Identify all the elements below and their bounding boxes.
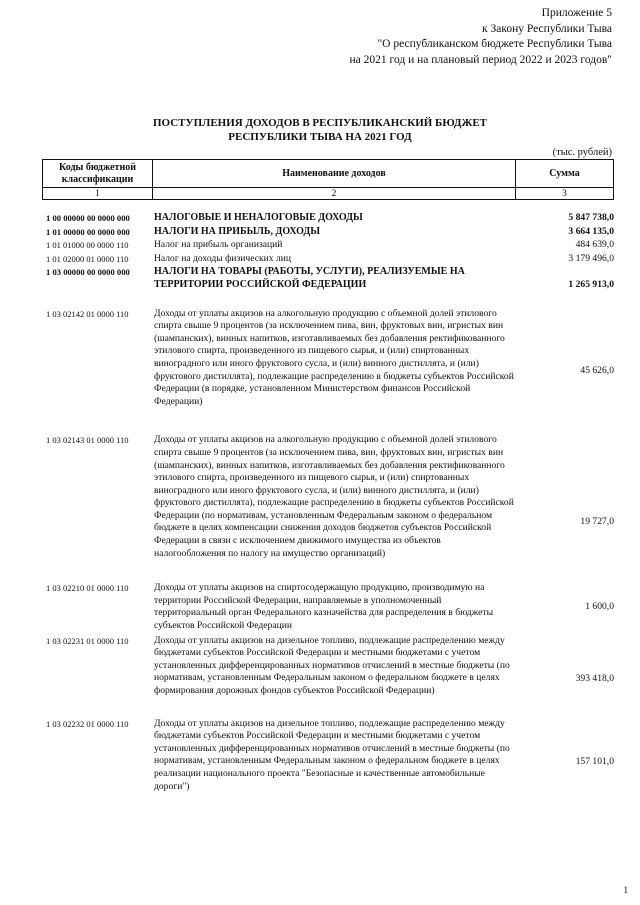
row-amount: 3 179 496,0: [568, 252, 614, 264]
title-line-1: ПОСТУПЛЕНИЯ ДОХОДОВ В РЕСПУБЛИКАНСКИЙ БЮДЖЕТ: [152, 117, 488, 129]
row-code: 1 00 00000 00 0000 000: [46, 213, 130, 223]
row-name: Доходы от уплаты акцизов на алкогольную продукцию с объемной долей этилового спирта свыше 9 процентов (за исключением пива, вин, фруктовых вин, игристых вин (шампанских), винных напитков, изготавливаемых без добавления ректификованного этилового спирта, произведенного из пищевого сырья, и (или) спиртованных виноградного или иного фруктового сусла, и (или) винного дистиллята, и (или) фруктового дистиллята), подлежащие распределению в бюджеты субъектов Российской Федерации (по нормативам, установленным Федеральным законом о федеральном бюджете в целях компенсации снижения доходов бюджетов субъектов Российской Федерации в связи с исключением движимого имущества из объектов налогообложения по налогу на имущество организаций): [154, 434, 514, 559]
table-row: [46, 253, 614, 266]
row-code: 1 03 02210 01 0000 110: [46, 583, 129, 594]
row-amount: 5 847 738,0: [568, 212, 614, 223]
row-amount: 484 639,0: [575, 239, 614, 251]
row-code: 1 01 02000 01 0000 110: [46, 253, 129, 264]
header-num-3: 3: [516, 188, 614, 200]
appendix-line-3: "О республиканском бюджете Республики Тыва: [377, 38, 612, 50]
document-title: [40, 116, 600, 144]
row-code: 1 01 00000 00 0000 000: [46, 226, 130, 237]
table-row: [46, 226, 614, 239]
row-code: 1 03 00000 00 0000 000: [46, 267, 130, 278]
appendix-line-4: на 2021 год и на плановый период 2022 и 2023 годов": [349, 53, 612, 66]
appendix-header: [172, 6, 612, 68]
row-amount: 1 600,0: [585, 601, 614, 613]
row-code: 1 03 02231 01 0000 110: [46, 635, 129, 646]
table-row: [46, 266, 614, 291]
appendix-line-2: к Закону Республики Тыва: [482, 22, 612, 35]
table-row: [46, 582, 614, 632]
header-num-2: 2: [153, 188, 516, 200]
row-name: НАЛОГОВЫЕ И НЕНАЛОГОВЫЕ ДОХОДЫ: [154, 212, 363, 223]
row-name: НАЛОГИ НА ПРИБЫЛЬ, ДОХОДЫ: [154, 225, 321, 237]
table-row: [46, 635, 614, 698]
header-codes: Коды бюджетной классификации: [43, 160, 153, 188]
header-name: Наименование доходов: [153, 160, 516, 188]
row-amount: 45 626,0: [580, 364, 614, 376]
row-name: Доходы от уплаты акцизов на дизельное топливо, подлежащие распределению между бюджетами субъектов Российской Федерации и местными бюджетами с учетом установленных дифференцированных нормативов отчислений в местные бюджеты (по нормативам, установленным Федеральным законом о федеральном бюджете в целях формирования дорожных фондов субъектов Российской Федерации): [154, 634, 510, 696]
row-name: Налог на доходы физических лиц: [154, 252, 291, 264]
row-amount: 19 727,0: [580, 516, 614, 528]
table-row: [46, 308, 614, 409]
row-code: 1 03 02143 01 0000 110: [46, 435, 129, 446]
title-line-2: РЕСПУБЛИКИ ТЫВА НА 2021 ГОД: [228, 131, 412, 143]
appendix-line-1: Приложение 5: [541, 7, 612, 19]
row-name: НАЛОГИ НА ТОВАРЫ (РАБОТЫ, УСЛУГИ), РЕАЛИЗУЕМЫЕ НА ТЕРРИТОРИИ РОССИЙСКОЙ ФЕДЕРАЦИИ: [154, 266, 465, 290]
row-name: Доходы от уплаты акцизов на дизельное топливо, подлежащие распределению между бюджетами субъектов Российской Федерации и местными бюджетами с учетом установленных дифференцированных нормативов отчислений в местные бюджеты (по нормативам, установленным Федеральным законом о федеральном бюджете в целях реализации национального проекта "Безопасные и качественные автомобильные дороги"): [154, 717, 510, 792]
table-row: [46, 434, 614, 560]
row-amount: 393 418,0: [575, 672, 614, 684]
row-name: Налог на прибыль организаций: [154, 239, 283, 251]
row-code: 1 03 02142 01 0000 110: [46, 308, 129, 319]
row-name: Доходы от уплаты акцизов на спиртосодержащую продукцию, производимую на территории Российской Федерации, направляемые в уполномоченный территориальный орган Федерального казначейства для распределения в бюджеты субъектов Российской Федерации: [154, 582, 494, 632]
row-amount: 157 101,0: [575, 755, 614, 767]
row-code: 1 01 01000 00 0000 110: [46, 240, 129, 251]
row-code: 1 03 02232 01 0000 110: [46, 718, 129, 729]
table-row: [46, 239, 614, 252]
table-row: [46, 718, 614, 794]
table-header: [42, 159, 614, 200]
units-label: (тыс. рублей): [552, 147, 612, 158]
header-num-1: 1: [43, 188, 153, 200]
page-number: 1: [623, 885, 628, 895]
row-amount: 1 265 913,0: [568, 279, 614, 291]
income-rows: [46, 212, 614, 793]
table-row: [46, 212, 614, 225]
row-name: Доходы от уплаты акцизов на алкогольную продукцию с объемной долей этилового спирта свыше 9 процентов (за исключением пива, вин, фруктовых вин, игристых вин (шампанских), винных напитков, изготавливаемых без добавления ректификованного этилового спирта, произведенного из пищевого сырья, и (или) спиртованных виноградного или иного фруктового сусла, и (или) винного дистиллята, и (или) фруктового дистиллята), подлежащие распределению в бюджеты субъектов Российской Федерации (в порядке, установленном Министерством финансов Российской Федерации): [154, 307, 514, 407]
row-amount: 3 664 135,0: [568, 225, 614, 237]
header-amount: Сумма: [516, 160, 614, 188]
